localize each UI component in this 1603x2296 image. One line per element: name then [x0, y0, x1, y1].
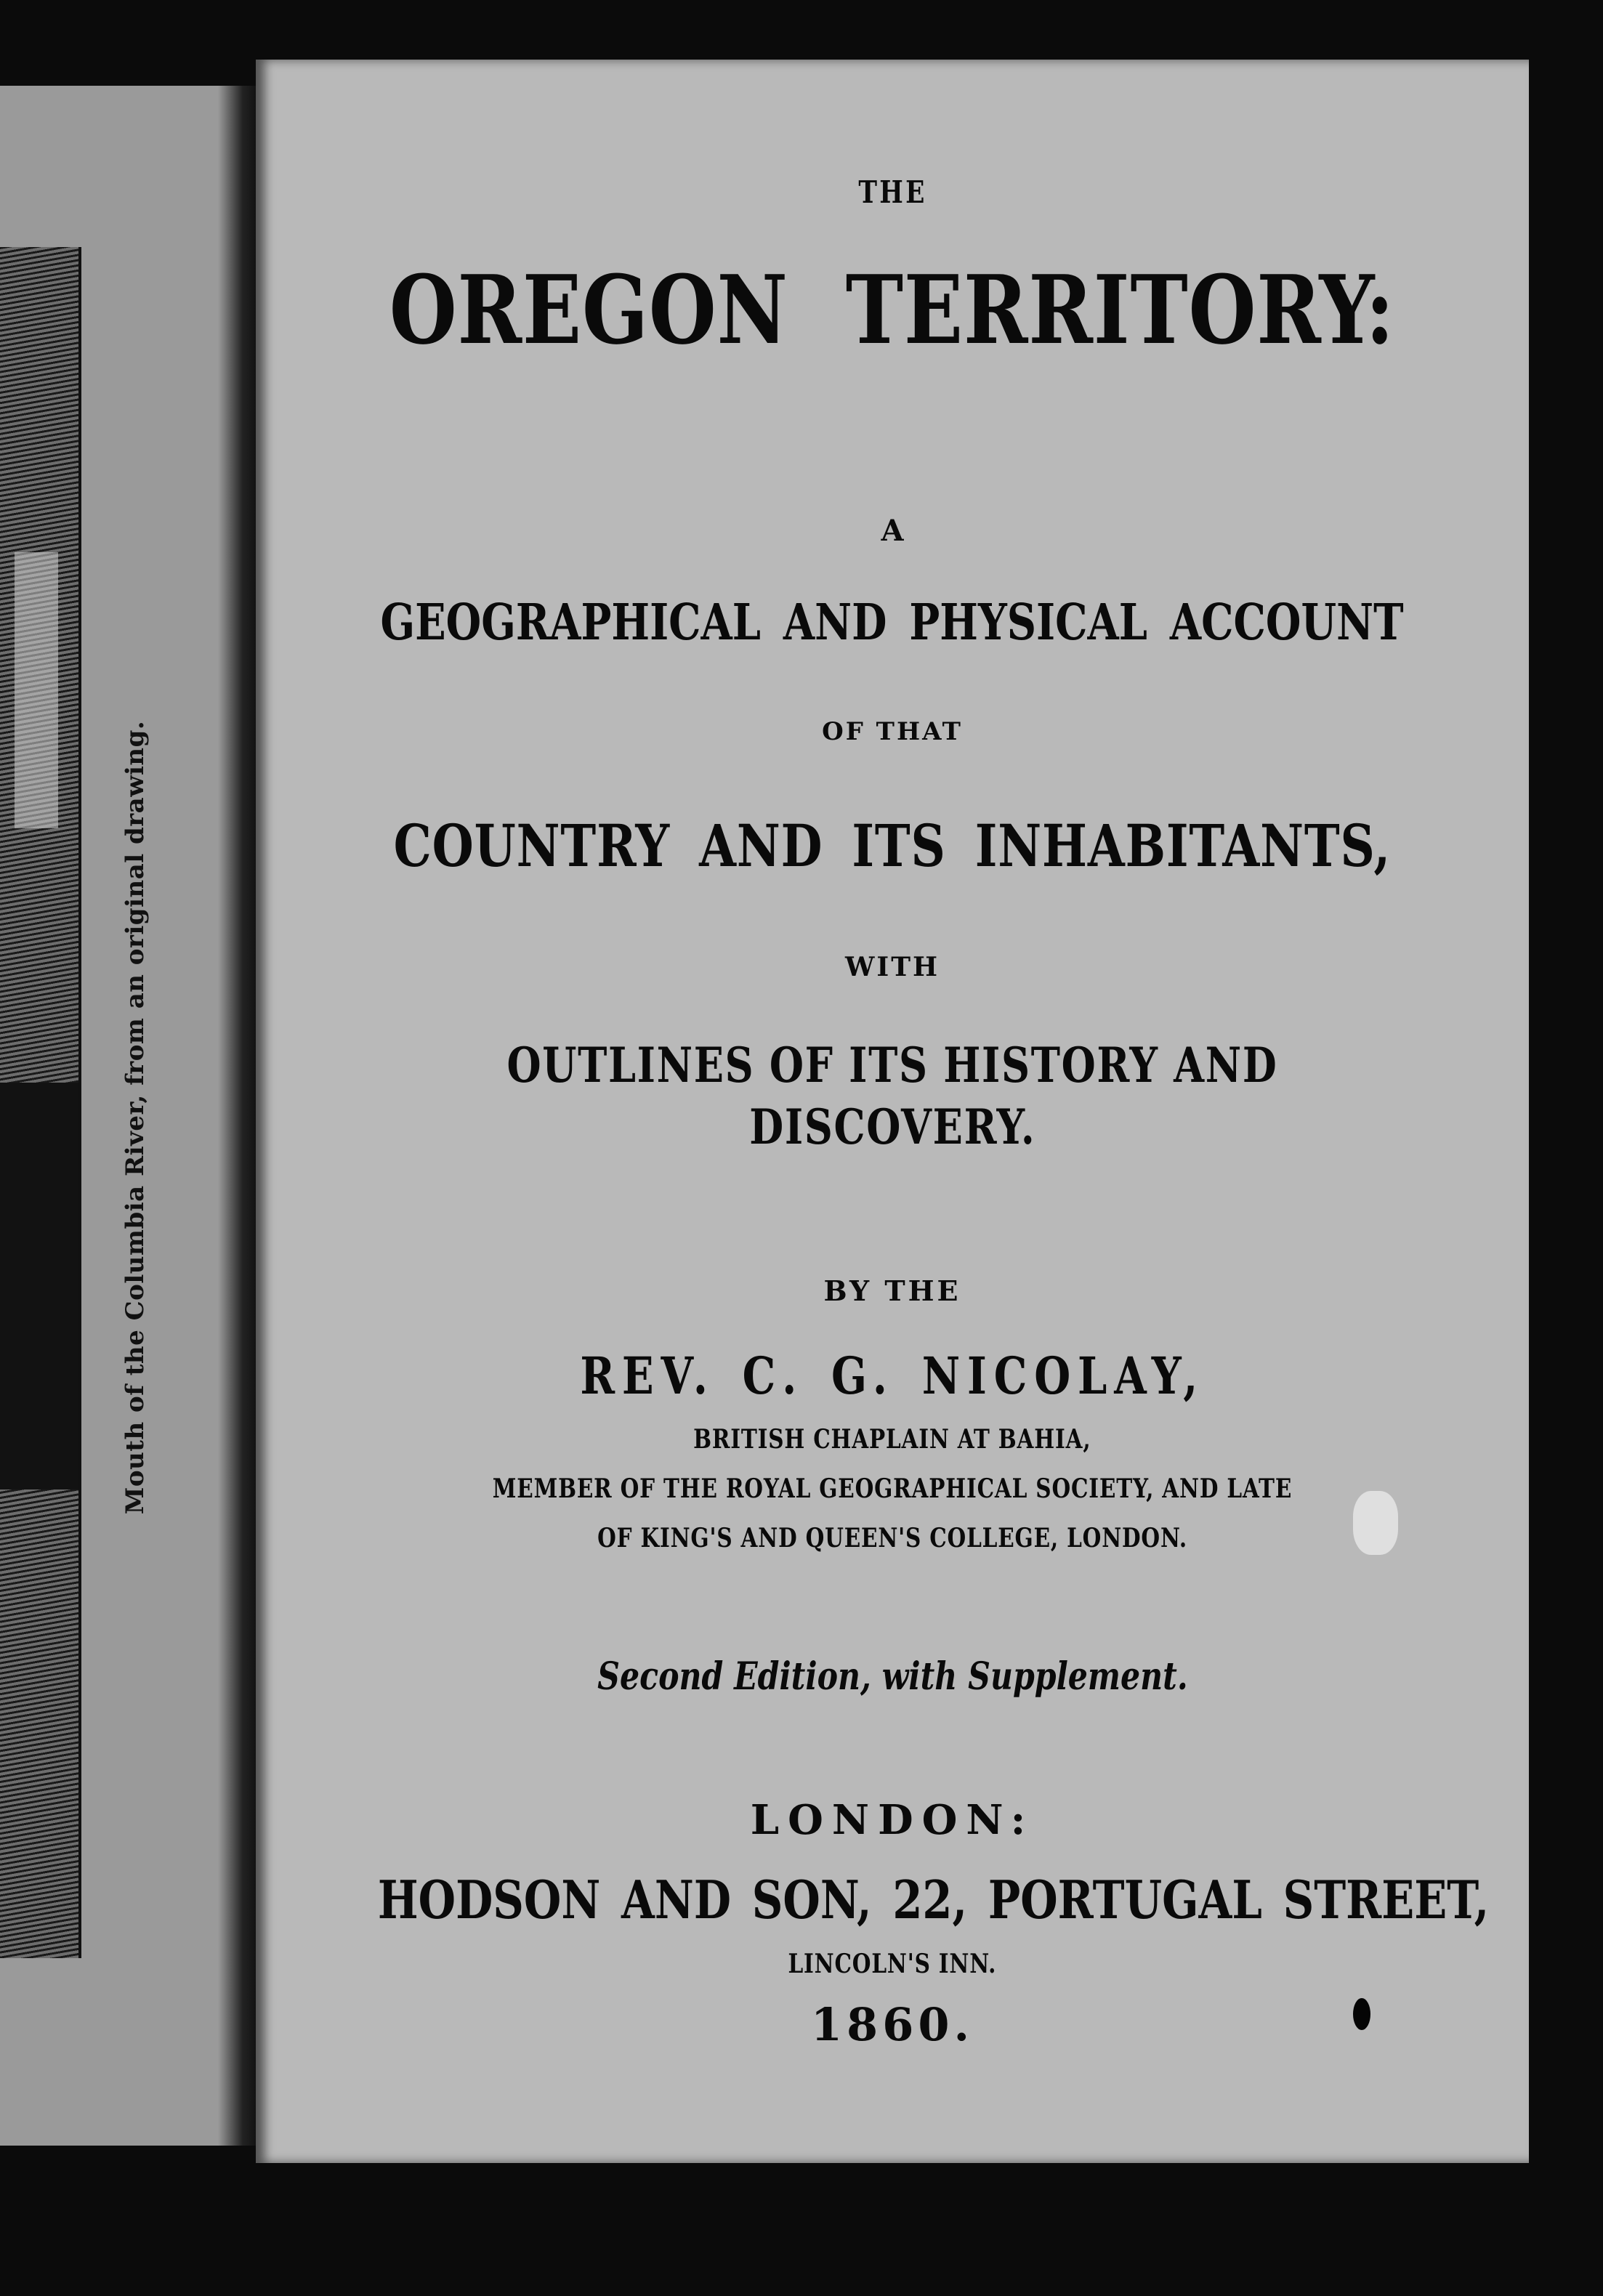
main-title: OREGON TERRITORY:: [389, 254, 1395, 365]
frontispiece-caption: Mouth of the Columbia River, from an original drawing.: [121, 720, 150, 1515]
title-a: A: [881, 514, 904, 548]
frontispiece-engraving: [0, 247, 81, 1958]
title-page: [256, 60, 1529, 2163]
subtitle-discovery: DISCOVERY.: [748, 1099, 1036, 1155]
title-the: THE: [857, 174, 927, 210]
imprint-place: LINCOLN'S INN.: [788, 1949, 997, 1979]
engraving-dark-area: [0, 1083, 78, 1489]
author-credential-chaplain: BRITISH CHAPLAIN AT BAHIA,: [693, 1424, 1091, 1455]
subtitle-of-that: OF THAT: [822, 717, 963, 746]
imprint-city: LONDON:: [750, 1796, 1035, 1844]
ink-blot: [1353, 1998, 1370, 2030]
subtitle-geographical: GEOGRAPHICAL AND PHYSICAL ACCOUNT: [380, 594, 1405, 652]
paper-fleck: [1353, 1491, 1398, 1555]
subtitle-outlines: OUTLINES OF ITS HISTORY AND: [506, 1037, 1278, 1094]
imprint-year: 1860.: [810, 1998, 974, 2051]
engraving-highlight: [15, 552, 58, 828]
subtitle-with: WITH: [844, 952, 940, 982]
by-the: BY THE: [823, 1274, 961, 1307]
author-credential-college: OF KING'S AND QUEEN'S COLLEGE, LONDON.: [597, 1523, 1187, 1553]
imprint-publisher: HODSON AND SON, 22, PORTUGAL STREET,: [377, 1869, 1490, 1931]
author-name: REV. C. G. NICOLAY,: [580, 1346, 1205, 1406]
subtitle-country: COUNTRY AND ITS INHABITANTS,: [393, 812, 1392, 880]
author-credential-member: MEMBER OF THE ROYAL GEOGRAPHICAL SOCIETY, AND LATE: [492, 1474, 1293, 1504]
edition-statement: Second Edition, with Supplement.: [597, 1654, 1188, 1699]
